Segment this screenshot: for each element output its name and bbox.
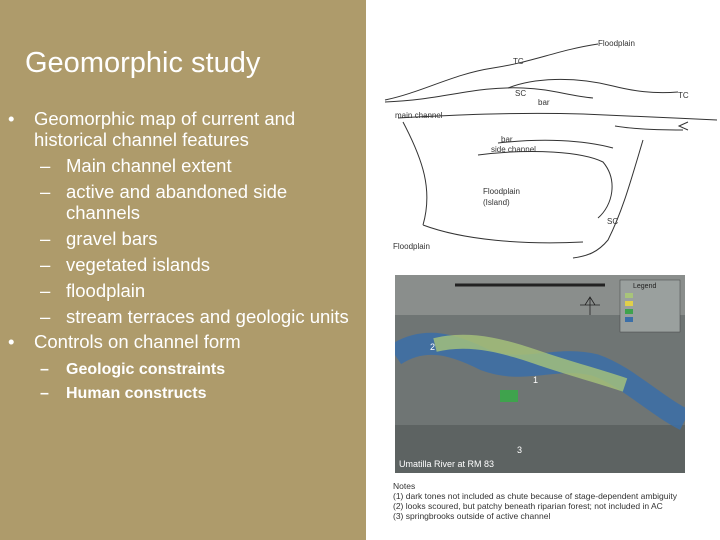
map-marker: 2 [430, 342, 436, 352]
sub-bullet-text: Geologic constraints [66, 361, 226, 378]
bank-line [573, 140, 643, 258]
bullet-text: Controls on channel form [34, 331, 241, 352]
dash-icon: – [40, 254, 51, 275]
slide-title: Geomorphic study [25, 47, 261, 79]
bar-outline [508, 79, 678, 92]
dash-icon: – [40, 181, 51, 202]
label-floodplain: Floodplain [393, 242, 430, 251]
label-side-channel: side channel [491, 145, 536, 154]
bullet-text: Geomorphic map of current and historical channel features [34, 108, 296, 150]
channel-sketch [383, 30, 720, 260]
notes [393, 481, 715, 521]
bar-outline [385, 88, 593, 102]
aerial-photo [395, 275, 685, 473]
label-tc: TC [678, 91, 689, 100]
dash-icon: – [40, 361, 49, 378]
label-bar: bar [501, 135, 513, 144]
sub-bullet [8, 181, 360, 223]
dash-icon: – [40, 306, 51, 327]
sub-bullet-text: active and abandoned side channels [66, 181, 288, 223]
island-outline [478, 151, 612, 218]
sub-bullet-text: stream terraces and geologic units [66, 306, 349, 327]
sub-bullet [8, 306, 360, 327]
label-floodplain-island: Floodplain [483, 187, 520, 196]
dash-icon: – [40, 155, 51, 176]
label-sc: SC [515, 89, 527, 98]
bullet-list [8, 108, 360, 404]
floodplain-edge-line [385, 44, 598, 100]
label-sc: SC [607, 217, 619, 226]
main-channel-bank [398, 113, 717, 120]
label-bar: bar [538, 98, 550, 107]
sub-bullet [8, 155, 360, 176]
label-floodplain: Floodplain [598, 39, 635, 48]
note-line: (3) springbrooks outside of active channel [393, 511, 551, 521]
bullet-dot-icon: • [8, 108, 15, 129]
sub-bullet-text: vegetated islands [66, 254, 210, 275]
legend-swatch [625, 293, 633, 298]
sub-bullet [8, 384, 360, 404]
sub-bullet [8, 280, 360, 301]
citation: From McDowell & Hughes (2003) [390, 5, 584, 20]
legend-swatch [625, 317, 633, 322]
map-marker: 1 [533, 375, 539, 385]
bullet-dot-icon: • [8, 331, 15, 352]
notes-heading: Notes [393, 481, 416, 491]
label-tc: TC [513, 57, 524, 66]
aerial-map [395, 275, 685, 473]
label-island: (Island) [483, 198, 510, 207]
note-line: (1) dark tones not included as chute because of stage-dependent ambiguity [393, 491, 677, 501]
sub-bullet-text: gravel bars [66, 228, 158, 249]
vegetation-patch [500, 390, 518, 402]
legend-title: Legend [633, 283, 657, 290]
legend-swatch [625, 301, 633, 306]
sub-bullet-text: floodplain [66, 280, 146, 301]
sub-bullet-text: Human constructs [66, 385, 207, 402]
legend-swatch [625, 309, 633, 314]
label-main-channel: main channel [395, 111, 443, 120]
dash-icon: – [40, 385, 49, 402]
note-line: (2) looks scoured, but patchy beneath riparian forest; not included in AC [393, 501, 663, 511]
bullet-item [8, 108, 360, 150]
map-marker: 3 [517, 445, 523, 455]
dash-icon: – [40, 228, 51, 249]
photo-caption: Umatilla River at RM 83 [399, 459, 495, 469]
sub-bullet [8, 228, 360, 249]
flow-arrow-icon [615, 122, 688, 130]
sub-bullet [8, 254, 360, 275]
sub-bullet [8, 360, 360, 380]
bullet-item [8, 331, 360, 352]
dash-icon: – [40, 280, 51, 301]
sub-bullet-text: Main channel extent [66, 155, 232, 176]
